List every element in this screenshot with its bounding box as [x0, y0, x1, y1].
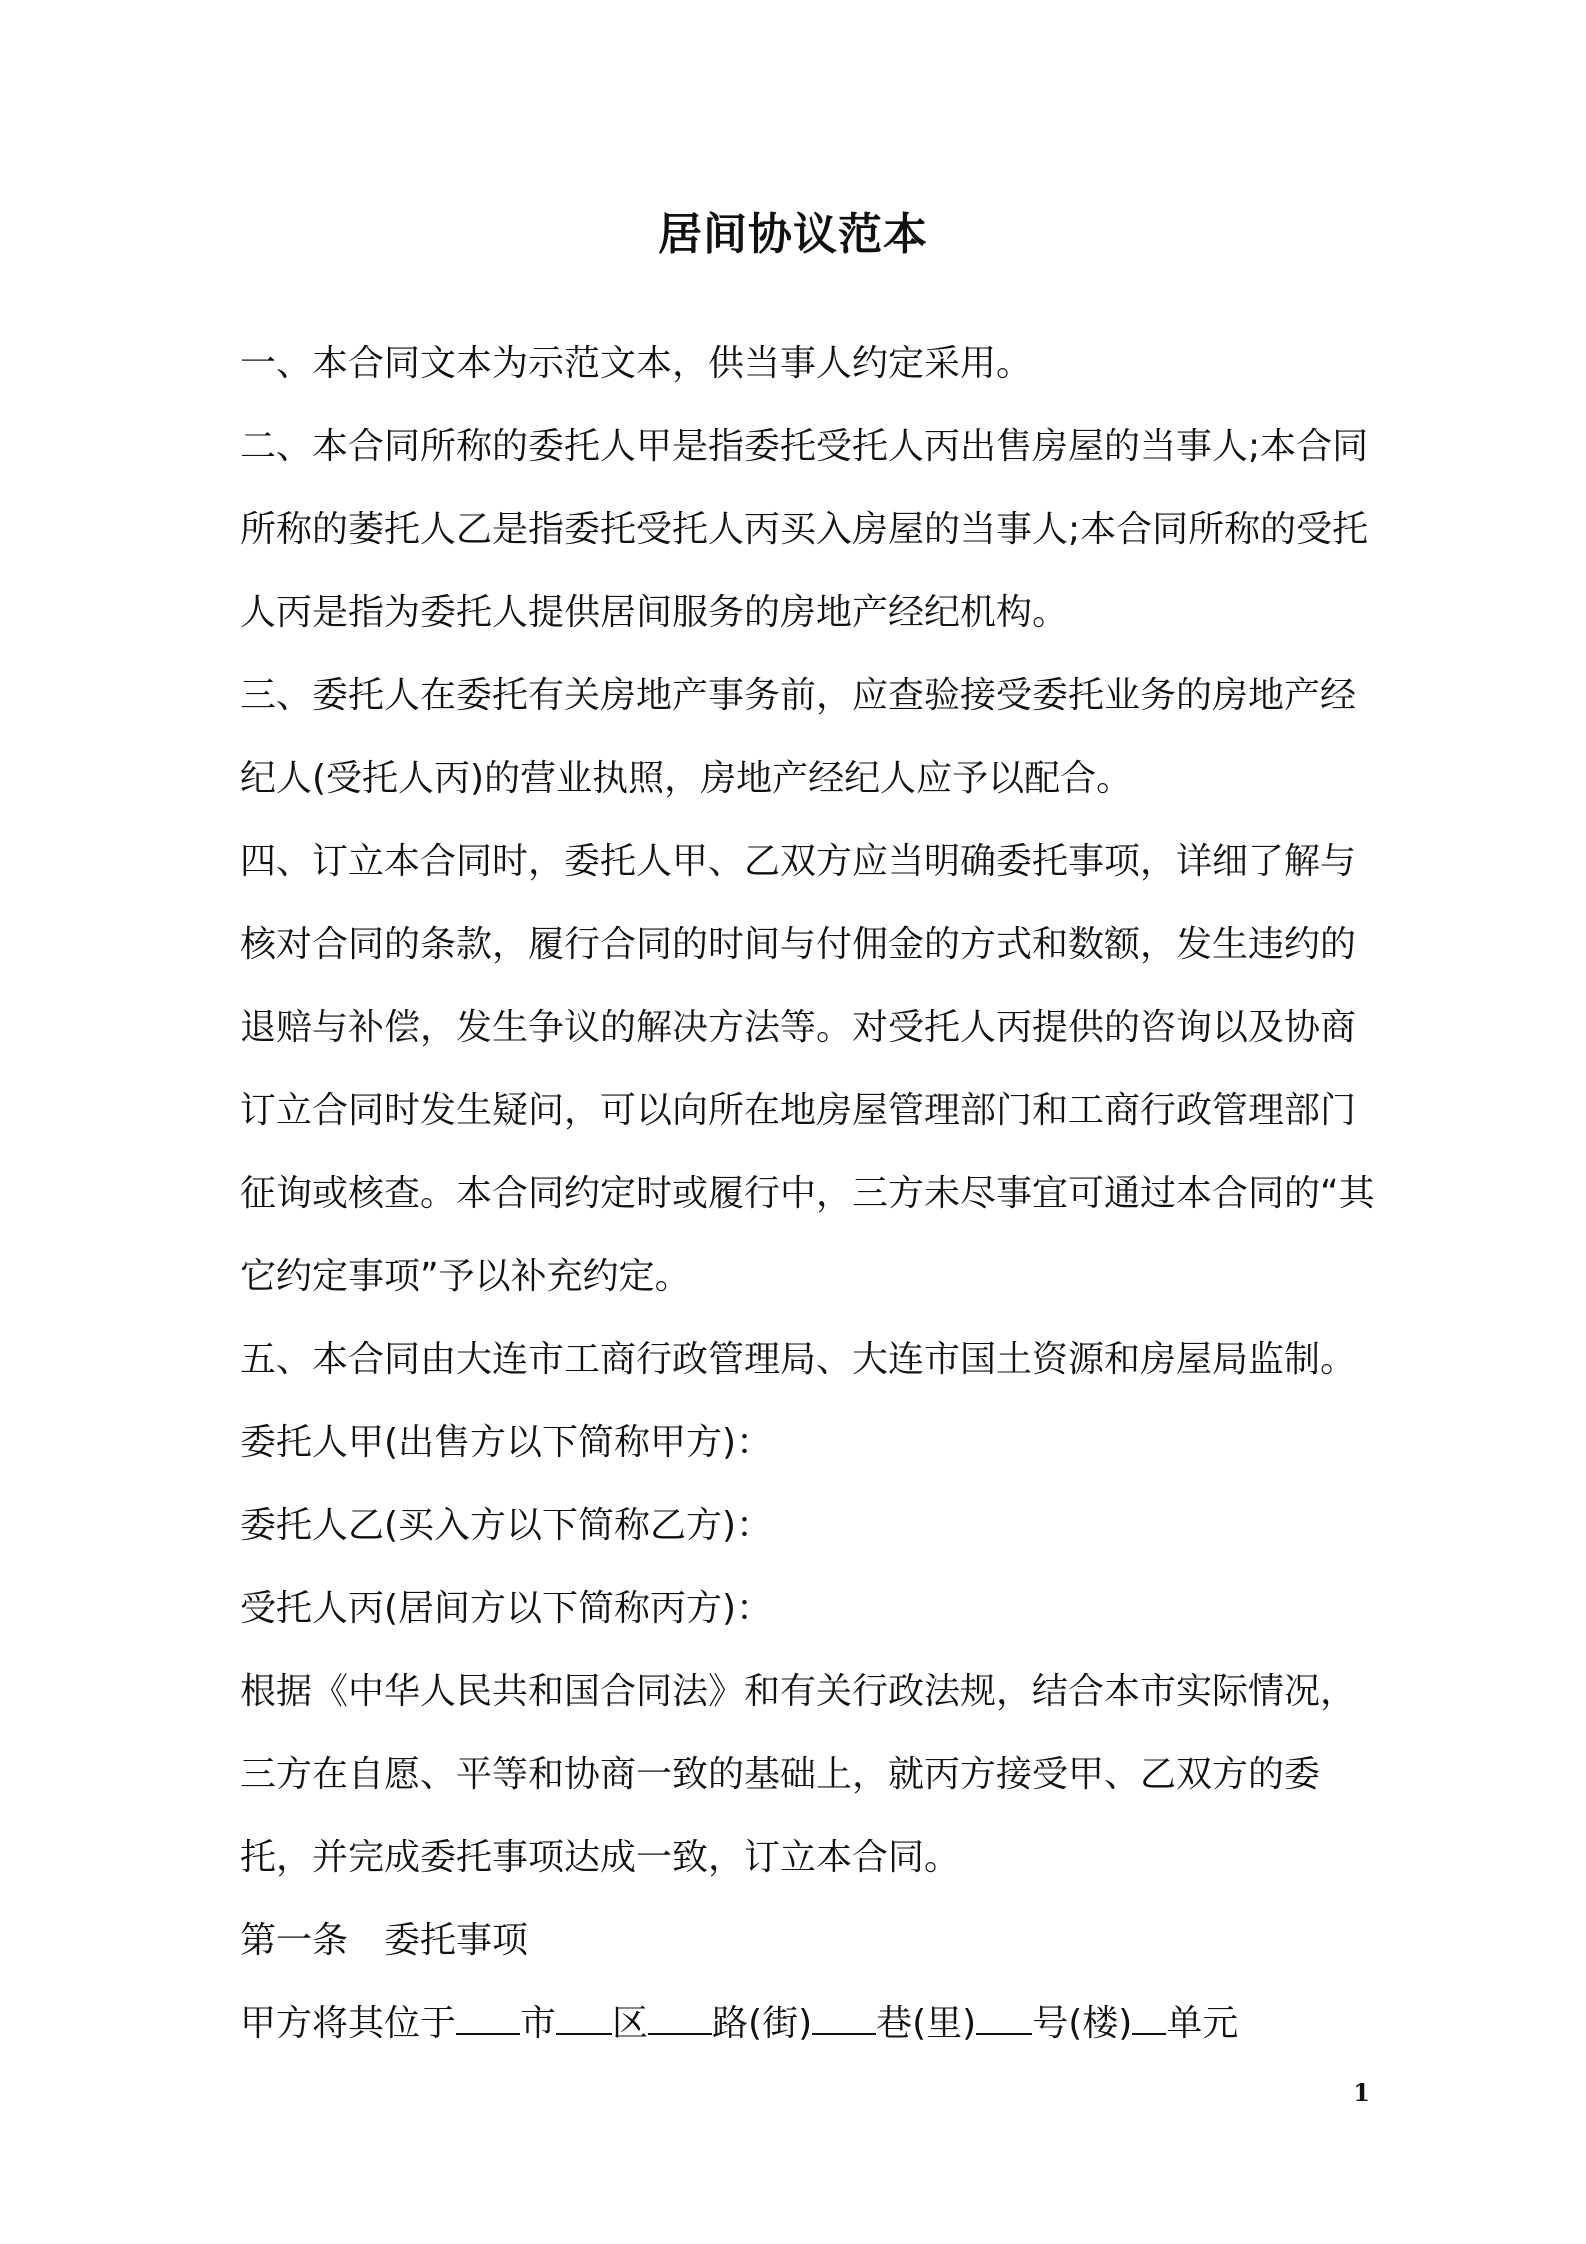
address-lane-label: 巷(里) [876, 2003, 977, 2044]
address-district-label: 区 [612, 2003, 649, 2044]
city-blank [456, 2003, 520, 2035]
article-1-heading [240, 1899, 1390, 1982]
paragraph-4: 四、订立本合同时，委托人甲、乙双方应当明确委托事项，详细了解与核对合同的条款，履行合同的时间与付佣金的方式和数额，发生违约的退赔与补偿，发生争议的解决方法等。对受托人丙提供的咨询以及协商订立合同时发生疑问，可以向所在地房屋管理部门和工商行政管理部门征询或核查。本合同约定时或履行中，三方未尽事宜可通过本合同的“其它约定事项”予以补充约定。 [240, 841, 1375, 1297]
address-road-label: 路(街) [712, 2003, 813, 2044]
party-a-line: 委托人甲(出售方以下简称甲方)： [240, 1422, 773, 1463]
lane-blank [812, 2003, 876, 2035]
paragraph-3: 三、委托人在委托有关房地产事务前，应查验接受委托业务的房地产经纪人(受托人丙)的营业执照，房地产经纪人应予以配合。 [240, 675, 1357, 799]
district-blank [556, 2003, 612, 2035]
address-line [240, 1982, 1390, 2065]
article-1-title: 委托事项 [384, 1920, 529, 1961]
road-blank [648, 2003, 712, 2035]
paragraph-5: 五、本合同由大连市工商行政管理局、大连市国土资源和房屋局监制。 [240, 1339, 1357, 1380]
document-body [240, 322, 1390, 2065]
paragraph-2: 二、本合同所称的委托人甲是指委托受托人丙出售房屋的当事人;本合同所称的萎托人乙是指委托受托人丙买入房屋的当事人;本合同所称的受托人丙是指为委托人提供居间服务的房地产经纪机构。 [240, 426, 1369, 633]
address-unit-label: 单元 [1166, 2003, 1239, 2044]
document-title: 居间协议范本 [658, 209, 928, 260]
party-b-line: 委托人乙(买入方以下简称乙方)： [240, 1505, 773, 1546]
number-blank [976, 2003, 1032, 2035]
page-number: 1 [1353, 2078, 1370, 2107]
address-number-label: 号(楼) [1032, 2003, 1133, 2044]
party-c-line: 受托人丙(居间方以下简称丙方)： [240, 1588, 773, 1629]
unit-blank [1132, 2003, 1166, 2035]
article-1-number: 第一条 [240, 1920, 349, 1961]
address-lead: 甲方将其位于 [240, 2003, 457, 2044]
address-city-label: 市 [520, 2003, 557, 2044]
preamble-paragraph: 根据《中华人民共和国合同法》和有关行政法规，结合本市实际情况，三方在自愿、平等和协商一致的基础上，就丙方接受甲、乙双方的委托，并完成委托事项达成一致，订立本合同。 [240, 1671, 1357, 1878]
paragraph-1: 一、本合同文本为示范文本，供当事人约定采用。 [240, 343, 1033, 384]
